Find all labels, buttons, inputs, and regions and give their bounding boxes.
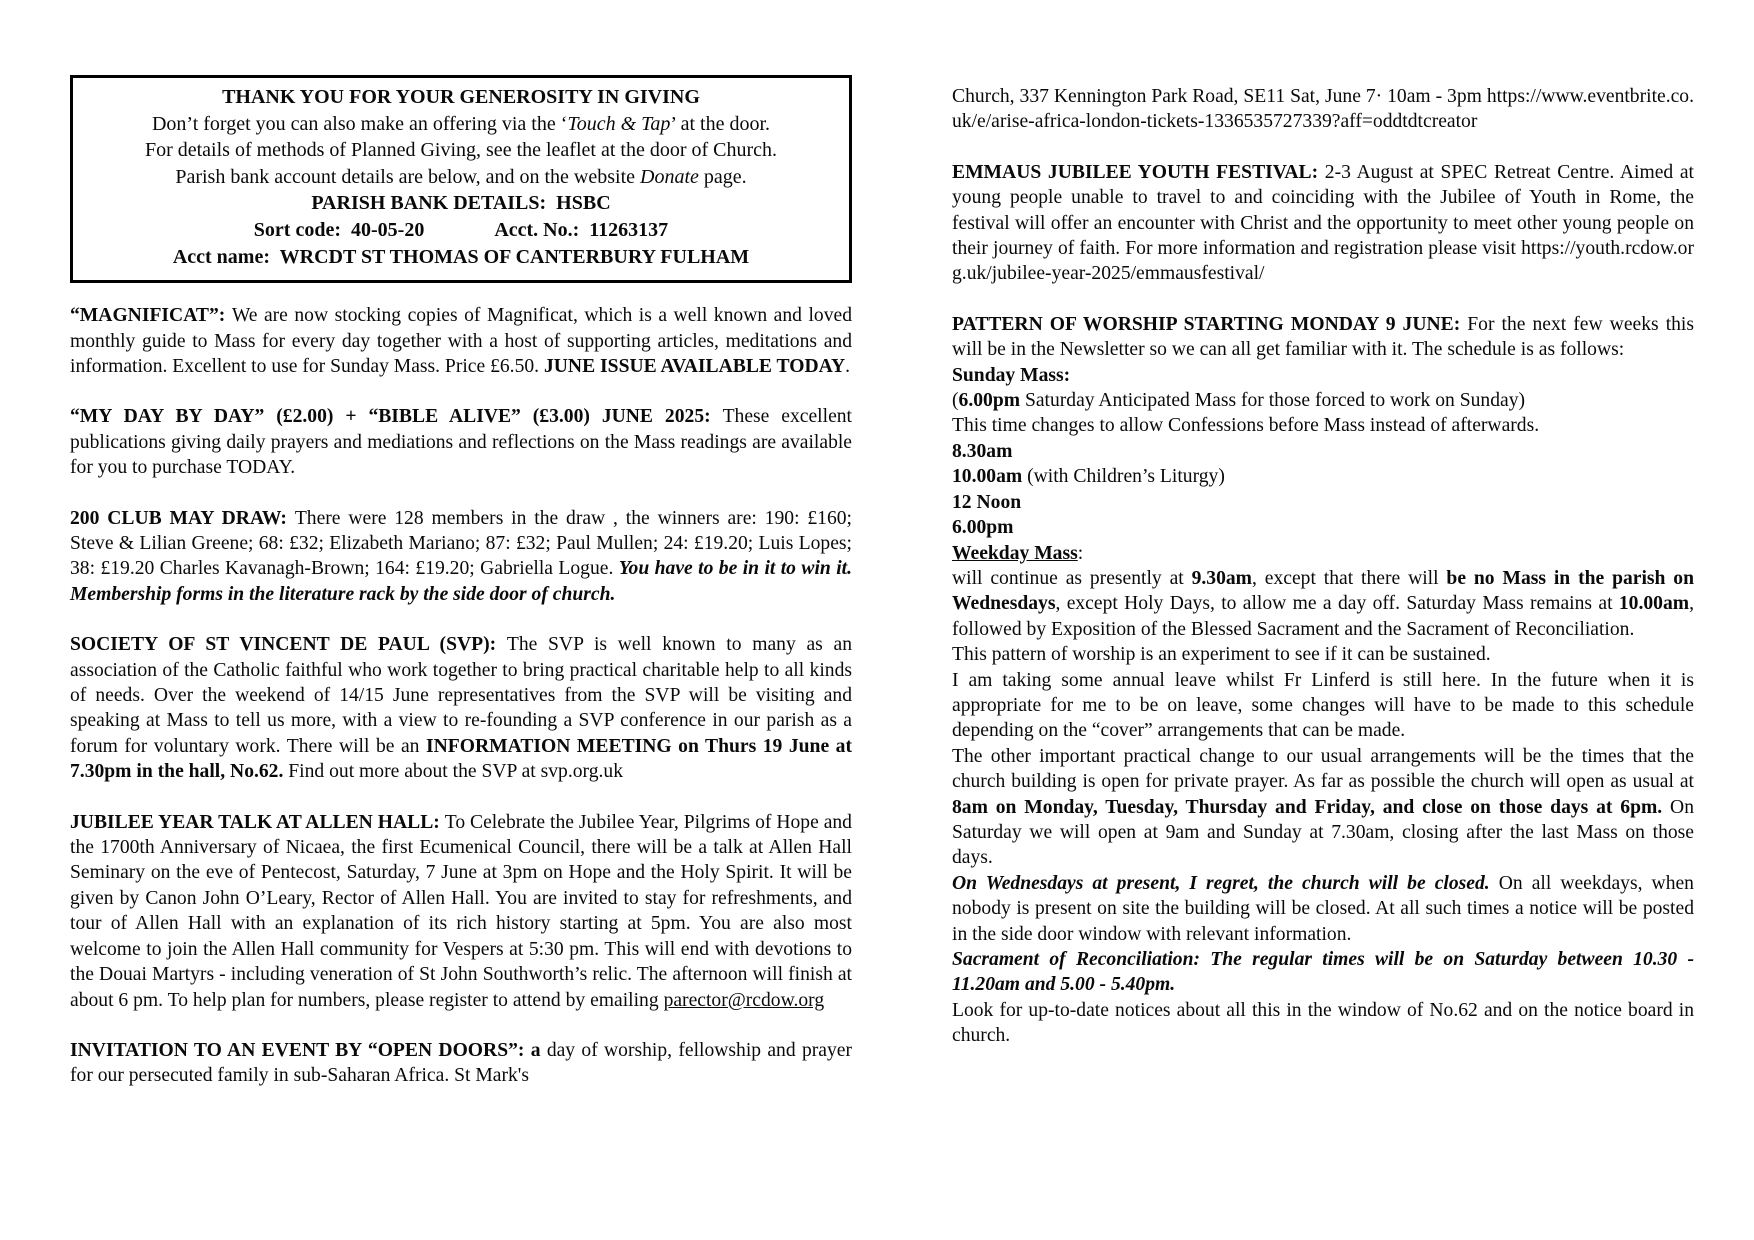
text-run: Don’t forget you can also make an offering via the ‘ [151,112,568,135]
line-600pm [952,515,1694,540]
block-arise-africa [952,84,1694,135]
para-lead: SOCIETY OF ST VINCENT DE PAUL (SVP): [70,634,507,656]
text-run: Acct. No.: 11263137 [494,218,669,241]
box-line-sort-acct [83,217,839,244]
text-run: These excellent publications giving daily prayers and mediations and reflections on the Mass readings are available for you to purchase TODAY. [70,406,853,479]
text-run: I am taking some annual leave whilst Fr Linferd is still here. In the future when it is appropriate for me to be on leave, some changes will have to be made to this schedule depending on the “cover” arrangements that can be made. [952,669,1694,742]
text-run: This time changes to allow Confessions before Mass instead of afterwards. [952,415,1540,437]
text-run: 9.30am [1191,567,1253,589]
text-run: 8.30am [952,440,1013,462]
text-run: , except that there will [1252,567,1447,589]
text-run: , followed by Exposition of the Blessed Sacrament and the Sacrament of Reconciliation. [952,593,1694,640]
text-run: PARISH BANK DETAILS: HSBC [311,192,611,215]
line-sunday-mass [952,363,1694,388]
block-svp [70,632,852,784]
line-sat-anticipated [952,388,1694,413]
text-run: This pattern of worship is an experiment to see if it can be sustained. [952,644,1491,666]
box-line-touch-tap [83,111,839,138]
text-run: be no Mass in the parish on Wednesdays [952,567,1694,615]
block-magnificat [70,303,852,379]
text-run: Acct name: WRCDT ST THOMAS OF CANTERBURY FULHAM [172,245,750,268]
left-column-text [70,303,852,1089]
text-run: The SVP is well known to many as an association of the Catholic faithful who work together to bring practical charitable help to all kinds of needs. Over the weekend of 14/15 June representatives from the SVP will be visiting and speaking at Mass to tell us more, with a view to re-founding a SVP conference in our parish as a forum for voluntary work. There will be an [70,634,852,757]
block-emmaus [952,160,1694,287]
text-run: Parish bank account details are below, and on the website [175,165,640,188]
block-jubilee-talk [70,810,852,1013]
text-run: 12 Noon [952,491,1022,513]
text-run: On Saturday we will open at 9am and Sunday at 7.30am, closing after the last Mass on those days. [952,796,1694,869]
para-lead: 200 CLUB MAY DRAW: [70,507,295,529]
text-run: Touch & Tap [567,112,671,135]
text-run: You have to be in it to win it. Membership forms in the literature rack by the side door of church. [70,558,852,605]
text-run: There were 128 members in the draw , the winners are: 190: £160; Steve & Lilian Greene; 68: £32; Elizabeth Mariano; 87: £32; Paul Mullen; 24: £19.20; Luis Lopes; 38: £19.20 Charles Kavanagh-Brown; 164: £19.20; Gabriella Logue. [70,507,852,580]
text-run: : [1077,542,1084,564]
para-lead: PATTERN OF WORSHIP STARTING MONDAY 9 JUNE: [952,313,1468,335]
line-12noon [952,490,1694,515]
text-run: INFORMATION MEETING on Thurs 19 June at 7.30pm in the hall, No.62. [70,735,852,783]
text-run: ( [952,390,959,412]
left-column [70,75,852,1089]
line-weekday-mass [952,541,1694,566]
text-run: 6.00pm [958,390,1021,412]
text-run: Donate [640,165,699,188]
text-run: Look for up-to-date notices about all this in the window of No.62 and on the notice board in church. [952,999,1694,1047]
block-my-day-by-day [70,404,852,480]
para-lead: JUBILEE YEAR TALK AT ALLEN HALL: [70,811,445,833]
box-line-bank [83,190,839,217]
text-run: page. [698,165,747,188]
text-run: (with Children’s Liturgy) [1022,466,1225,488]
box-line-bank-details-note [83,164,839,191]
line-time-change [952,413,1694,438]
text-run: For the next few weeks this will be in the Newsletter so we can all get familiar with it. The schedule is as follows: [952,313,1694,361]
text-run: On all weekdays, when nobody is present on site the building will be closed. At all such times a notice will be posted in the side door window with relevant information. [952,872,1694,945]
text-run: For details of methods of Planned Giving, see the leaflet at the door of Church. [144,139,778,162]
text-run: JUNE ISSUE AVAILABLE TODAY [543,355,846,377]
email-link[interactable]: parector@rcdow.org [663,989,825,1011]
block-200-club [70,506,852,608]
block-open-doors [70,1038,852,1089]
url-text: https://www.eventbrite.co.uk/e/arise-africa-london-tickets-1336535727339?aff=oddtdtcreator [952,86,1694,133]
text-run: To Celebrate the Jubilee Year, Pilgrims of Hope and the 1700th Anniversary of Nicaea, the first Ecumenical Council, there will be a talk at Allen Hall Seminary on the eve of Pentecost, Saturday, 7 June at 3pm on Hope and the Holy Spirit. It will be given by Canon John O’Leary, Rector of Allen Hall. You are invited to stay for refreshments, and tour of Allen Hall with an explanation of its rich history starting at 5pm. You are also most welcome to join the Allen Hall community for Vespers at 5:30 pm. This will end with devotions to the Douai Martyrs - including veneration of St John Southworth’s relic. The afternoon will finish at about 6 pm. To help plan for numbers, please register to attend by emailing [70,811,852,1011]
text-run: . [845,355,851,377]
text-run: ’ at the door. [670,112,771,135]
text-run: Find out more about the SVP at svp.org.uk [283,761,624,783]
text-run: Sort code: 40-05-20 [253,218,425,241]
block-reconciliation [952,947,1694,998]
text-run: On Wednesdays at present, I regret, the church will be closed. [952,872,1490,894]
text-run: Sunday Mass: [952,364,1071,386]
line-830am [952,439,1694,464]
giving-box [70,75,852,283]
url-text: https://youth.rcdow.org.uk/jubilee-year-2025/emmausfestival/ [952,238,1694,285]
block-notices [952,998,1694,1049]
para-lead: INVITATION TO AN EVENT BY “OPEN DOORS”: a [70,1039,547,1061]
box-title [83,84,839,111]
text-run: 6.00pm [952,517,1014,539]
text-run: Sacrament of Reconciliation: The regular times will be on Saturday between 10.30 - 11.20am and 5.00 - 5.40pm. [952,949,1694,996]
box-line-acct-name [83,244,839,271]
text-run: 2-3 August at SPEC Retreat Centre. Aimed at young people unable to travel to and coinciding with the Jubilee of Youth in Rome, the festival will offer an encounter with Christ and the opportunity to meet other young people on their journey of faith. For more information and registration please visit [952,161,1694,260]
text-run: , except Holy Days, to allow me a day off. Saturday Mass remains at [1055,593,1619,615]
text-run: day of worship, fellowship and prayer for our persecuted family in sub-Saharan Africa. St Mark's [70,1039,852,1087]
text-run: 8am on Monday, Tuesday, Thursday and Friday, and close on those days at 6pm. [952,796,1663,818]
para-lead: “MAGNIFICAT”: [70,305,232,327]
text-run: THANK YOU FOR YOUR GENEROSITY IN GIVING [222,86,700,108]
para-lead: EMMAUS JUBILEE YOUTH FESTIVAL: [952,161,1325,183]
block-opening-times [952,744,1694,871]
text-run: 10.00am [1618,593,1690,615]
block-pattern-of-worship [952,312,1694,363]
text-run: Saturday Anticipated Mass for those forced to work on Sunday) [1020,390,1526,412]
text-run: We are now stocking copies of Magnificat, which is a well known and loved monthly guide to Mass for every day together with a host of supporting articles, meditations and information. Excellent to use for Sunday Mass. Price £6.50. [70,305,853,377]
text-run: Weekday Mass [952,542,1078,564]
line-experiment [952,642,1694,667]
para-lead: “MY DAY BY DAY” (£2.00) + “BIBLE ALIVE” (£3.00) JUNE 2025: [70,406,723,428]
box-line-planned-giving [83,137,839,164]
text-run: Church, 337 Kennington Park Road, SE11 Sat, June 7· 10am - 3pm [952,86,1487,107]
right-column [952,84,1694,1049]
block-wednesdays-closed [952,871,1694,947]
spacer [424,219,494,241]
text-run: 10.00am [952,466,1023,488]
line-1000am [952,464,1694,489]
text-run: The other important practical change to our usual arrangements will be the times that the church building is open for private prayer. As far as possible the church will open as usual at [952,745,1694,793]
block-annual-leave [952,668,1694,744]
block-weekday-detail [952,566,1694,642]
text-run: will continue as presently at [952,567,1192,589]
